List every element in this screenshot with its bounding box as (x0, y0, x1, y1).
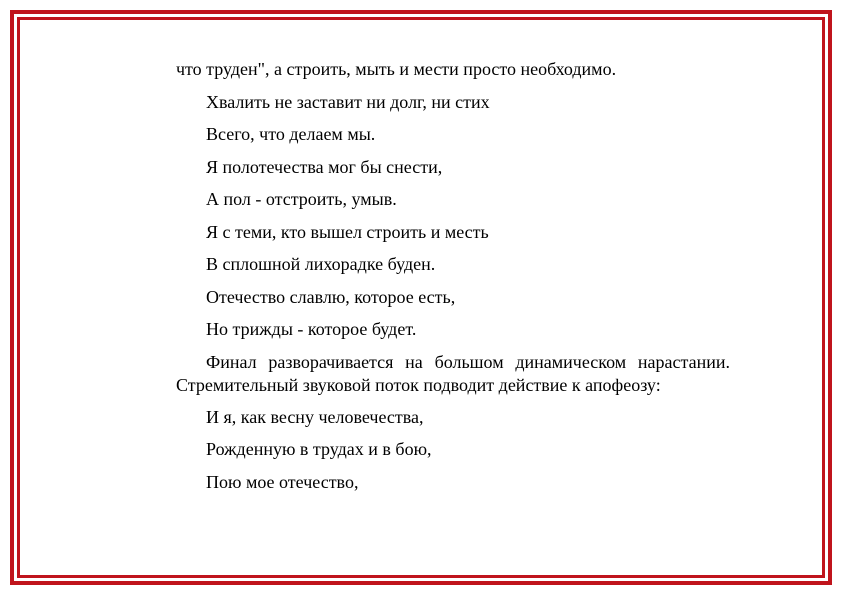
poem-line: А пол - отстроить, умыв. (206, 189, 397, 209)
poem-line: Я с теми, кто вышел строить и месть (206, 221, 489, 242)
text-line: что труден", а строить, мыть и мести просто необходимо. (176, 59, 617, 79)
poem-line: Всего, что делаем мы. (206, 124, 376, 144)
poem-line: И я, как весну человечества, (206, 406, 424, 427)
prose-paragraph: Финал разворачивается на большом динамическом нарастании. Стремительный звуковой поток подводит действие к апофеозу: (176, 351, 730, 395)
poem-line: В сплошной лихорадке буден. (206, 254, 436, 274)
poem-line: Отечество славлю, которое есть, (206, 286, 456, 307)
poem-line: Но трижды - которое будет. (206, 319, 417, 339)
poem-line: Хвалить не заставит ни долг, ни стих (206, 91, 490, 112)
poem-line: Я полотечества мог бы снести, (206, 156, 443, 177)
poem-line: Пою мое отечество, (206, 471, 359, 492)
poem-line: Рожденную в трудах и в бою, (206, 439, 432, 459)
document-text (176, 58, 730, 503)
